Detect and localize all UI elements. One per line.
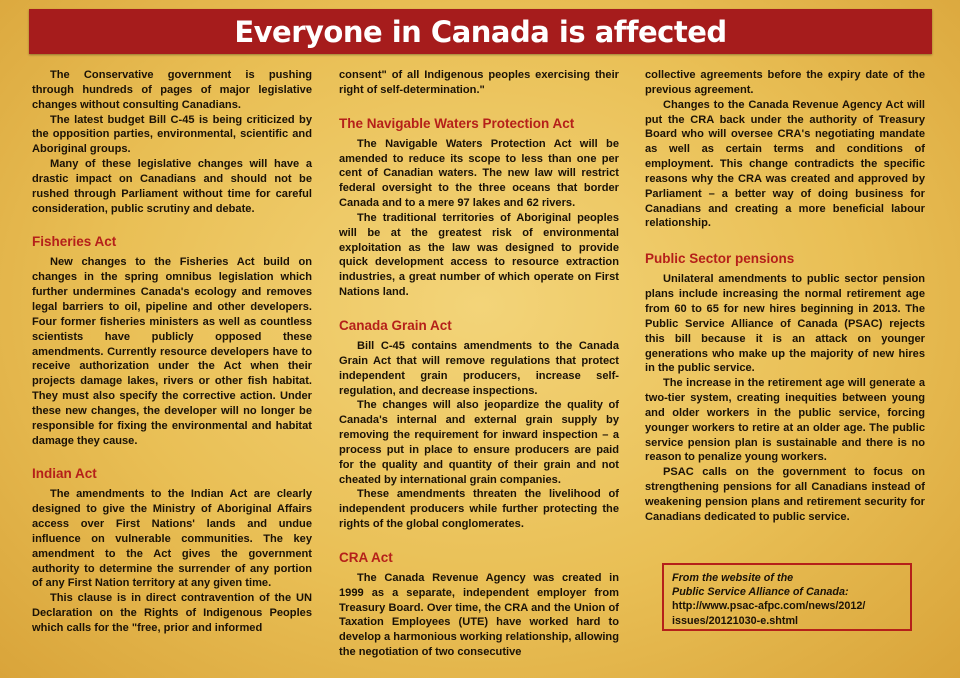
source-line-1: From the website of the bbox=[672, 572, 794, 584]
page-title: Everyone in Canada is affected bbox=[234, 14, 727, 49]
source-url-line-1[interactable]: http://www.psac-afpc.com/news/2012/ bbox=[672, 600, 866, 613]
navigable-waters-heading: The Navigable Waters Protection Act bbox=[339, 115, 575, 131]
grain-act-paragraph-3: These amendments threaten the livelihood of independent producers while further protecting the rights of the global conglomerates. bbox=[339, 488, 619, 531]
fisheries-act-heading: Fisheries Act bbox=[32, 234, 117, 250]
source-url-line-2[interactable]: issues/20121030-e.shtml bbox=[672, 614, 799, 627]
grain-act-paragraph-1: Bill C-45 contains amendments to the Canada Grain Act that will remove regulations that protect independent grain producers, increase self-regulation, and decrease inspections. bbox=[339, 339, 619, 397]
indian-act-heading: Indian Act bbox=[32, 466, 97, 482]
indian-act-paragraph-2: This clause is in direct contravention of the UN Declaration on the Rights of Indigenous Peoples which calls for the "free, prior and informed bbox=[32, 592, 312, 634]
cra-act-paragraph-2: Changes to the Canada Revenue Agency Act will put the CRA back under the authority of Treasury Board who will oversee CRA's negotiating mandate as well as certain terms and conditions of employment. This change contradicts the specific reasons why the CRA was created and approved by Parliament – a better way of doing business for Canadians and creating a more beneficial labour relationship. bbox=[645, 98, 925, 230]
pensions-paragraph-1: Unilateral amendments to public sector pension plans include increasing the normal retirement age from 60 to 65 for new hires beginning in 2013. The Public Service Alliance of Canada (PSAC) rejects this bill because it is an attack on younger generations who make up the majority of new hires in the public service. bbox=[645, 273, 925, 375]
column-2 bbox=[339, 68, 619, 660]
pensions-paragraph-2: The increase in the retirement age will generate a two-tier system, creating inequities between young and older workers in the public service, forcing younger workers to retire at an older age. The public service pension plan is sustainable and there is no reason to penalize young workers. bbox=[645, 377, 925, 464]
source-line-2: Public Service Alliance of Canada: bbox=[672, 586, 849, 599]
pensions-paragraph-3: PSAC calls on the government to focus on strengthening pensions for all Canadians instead of weakening pension plans and retirement security for Canadians dedicated to public service. bbox=[645, 466, 925, 523]
cra-act-continuation: collective agreements before the expiry date of the previous agreement. bbox=[645, 69, 925, 96]
navigable-waters-paragraph-1: The Navigable Waters Protection Act will be amended to reduce its scope to less than one per cent of Canadian waters. The new law will restrict federal oversight to the three oceans that border Canada and to a mere 97 lakes and 62 rivers. bbox=[339, 137, 619, 210]
fisheries-act-paragraph: New changes to the Fisheries Act build on changes in the spring omnibus legislation which further undermines Canada's ecology and removes legal barriers to oil, pipeline and other developers. Four former fisheries ministers as well as countless scientists have publicly opposed these amendments. Currently resource developers have to receive authorization under the Act when their projects damage lakes, rivers or other fish habitat. They must also specify the corrective action. Under these new changes, the developer will no longer be responsible for fixing the environmental and habitat damage they cause. bbox=[32, 256, 312, 447]
cra-act-heading: CRA Act bbox=[339, 549, 393, 565]
indian-act-paragraph-1: The amendments to the Indian Act are clearly designed to give the Ministry of Aboriginal Affairs access over First Nations' lands and undue influence on vulnerable communities. The key amendment to the Act gives the government authority to determine the surrender of any portion of any First Nation territory at any given time. bbox=[32, 488, 312, 590]
indian-act-continuation: consent" of all Indigenous peoples exercising their right of self-determination." bbox=[339, 69, 619, 96]
title-banner bbox=[29, 9, 932, 54]
navigable-waters-paragraph-2: The traditional territories of Aboriginal peoples will be at the greatest risk of environmental exploitation as the law was designed to provide quick development access to resource extraction industries, a great number of which operate on First Nations land. bbox=[339, 211, 619, 299]
intro-paragraph-3: Many of these legislative changes will have a drastic impact on Canadians and should not be rushed through Parliament without time for careful consideration, public scrutiny and debate. bbox=[32, 158, 312, 215]
cra-act-paragraph-1: The Canada Revenue Agency was created in 1999 as a separate, independent employer from Treasury Board. Over time, the CRA and the Union of Taxation Employees (UTE) have worked hard to develop a harmonious working relationship, allowing the negotiation of two consecutive bbox=[339, 571, 619, 659]
column-1 bbox=[32, 68, 312, 636]
source-box bbox=[662, 563, 912, 631]
intro-paragraph-2: The latest budget Bill C-45 is being criticized by the opposition parties, environmental, scientific and Aboriginal groups. bbox=[32, 113, 312, 156]
public-sector-pensions-heading: Public Sector pensions bbox=[645, 251, 795, 267]
column-3 bbox=[645, 68, 925, 525]
intro-paragraph-1: The Conservative government is pushing through hundreds of pages of major legislative changes without consulting Canadians. bbox=[32, 69, 312, 111]
grain-act-paragraph-2: The changes will also jeopardize the quality of Canada's internal and external grain supply by removing the requirement for inward inspection – a process put in place to ensure producers are paid for the quality and quantity of their grain and not cheated by international grain companies. bbox=[339, 399, 619, 486]
grain-act-heading: Canada Grain Act bbox=[339, 317, 452, 333]
